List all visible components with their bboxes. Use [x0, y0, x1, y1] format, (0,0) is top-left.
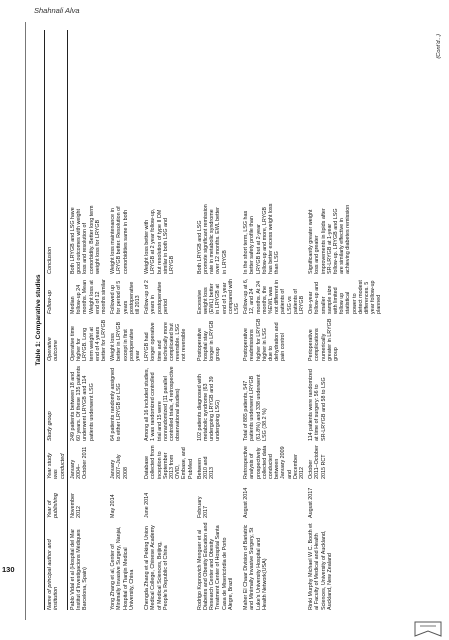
table-cell: Pablo Vidal et al (Hospital del Mar Institut d’Investigacions Mèdiques Barcelona, Spain)	[69, 528, 89, 610]
table-cell: Follow‑up of 2 years in postoperative period	[144, 280, 169, 314]
table-cell: 64 patients randomly assigned to either LRYGB or LSG	[110, 367, 123, 441]
table-cell: Median follow‑up 24 months. Mean Weight loss at end of 12 months similar	[69, 279, 107, 314]
table-row	[68, 30, 108, 610]
table-cell: Rinki Murphy Michael W C. Booth et al Faculty of Medical and Health Sciences, University of Auckland, Auckland, New Zealand	[308, 523, 333, 610]
table-cell: Operative time higher for LRYGB. Long term weight at end of 4 years better for LRYGB	[69, 319, 107, 361]
table-cell: May 2014	[110, 494, 117, 518]
table-header-row	[44, 30, 68, 610]
table-cell: Database collected from inception to September 2013 from OVID, Embase, and PubMed	[144, 445, 194, 479]
column-header: Year study was conducted	[47, 453, 66, 479]
table-cell: Yong Zhang et al, Center of Minimally Invasive Surgery, Nanjai, Hospital of Tianjin Medical University, China	[110, 526, 135, 610]
table-cell: Postoperative readmissions higher for LRYGB higher in LSG due to dehydration and pain control	[243, 318, 287, 361]
table-row	[241, 30, 306, 610]
table-cell: LRYGB had longer operative time and technically more complicated but reversible. LSG not reversible	[144, 322, 188, 361]
table-cell: Rodrigo Kopnovich Menguer et al Diabetes and Obesity Education and Research Center and Obesity Treatment Center of Hospital Santa Casa de Misericórdia de Porto Alegre, Brazil	[196, 522, 234, 610]
table-cell: June 2014	[144, 492, 151, 518]
column-header: Study group	[47, 411, 53, 441]
page-number: 130	[2, 565, 15, 574]
rotated-table	[34, 30, 442, 610]
bookmark-icon	[411, 620, 445, 640]
column-header: Name of principal author and institution	[47, 539, 60, 610]
table-cell: January 2004–October 2011	[69, 446, 89, 479]
table-cell: Significantly greater weight loss and greater improvements in lipids after SR‑LRYGB at 1‑year follow‑up. LRYGB and LSG are similarly effective in achieving diabetes remission	[308, 204, 352, 274]
table-cell: February 2017	[196, 496, 209, 518]
page-footer	[0, 620, 449, 640]
table-title: Table 1: Comparative studies	[35, 274, 42, 366]
table-cell: One‑year follow‑up and smaller sample size with limited follow up statistical power to detect modest differences. 5 year follow‑up planned	[308, 280, 383, 314]
table-cell: 102 patients diagnosed with metabolic syndrome (63 undergoing LRYGB and 39 undergoing LSG)	[196, 374, 222, 441]
column-header: Operative outcome	[47, 337, 60, 361]
table-cell: October 2011–October 2015 RCT	[308, 445, 327, 479]
table-cell: 249 patients between 18 and 60 years. Of these 135 patients underwent LRYGB and 114 patients underwent LSG	[69, 366, 95, 441]
column-header: Year of publishing	[47, 493, 60, 518]
table-cell: August 2017	[308, 487, 315, 518]
table-cell: Followed up for period of 5 years postoperative till 2013	[110, 280, 141, 314]
table-cell: January 2007–July 2008	[110, 454, 129, 479]
table-cell: Weight loss better with LRYGB at 2 year follow‑up, but resolution of type II DM similar in both LSG and LRYGB	[144, 208, 175, 274]
table-cell: Weight loss maintenance in LRYGB better. Resolution of comorbidities same in both	[110, 206, 129, 274]
table-cell: November 2012	[69, 493, 83, 518]
table-cell: Among all 16 included studies, 1 was randomized controlled trial and 15 were nonrandomized (11 parallel controlled trials, 4 retrospective observational studies)	[144, 366, 182, 441]
table-cell: Perioperative complications numerically greater in LRYGB group	[308, 318, 340, 361]
continued-note: (Cont’d...)	[436, 34, 442, 59]
table-cell: Maher El Chaar Division of Bariatric and Minimally Invasive Surgery, St Luke’s University Hospital and Health Network(USA)	[243, 524, 268, 610]
column-header: Conclusion	[47, 246, 53, 274]
table-cell: In the short term, LSG has better safety profile than LRYGB but at 2‑year follow‑up and more, LRYGB has better excess weight loss than LSG	[243, 203, 281, 274]
running-header: Shahnali Alva	[34, 6, 80, 15]
column-header: Follow‑up	[47, 290, 53, 314]
table-row	[142, 30, 195, 610]
margin-rule	[25, 22, 26, 638]
table-cell: Both LRYGB and LSG promote significant remission rate in metabolic syndrome over 12 months. EWL better in LRYGB	[196, 204, 228, 274]
table-cell: Chengda Zhang et al Peking Union Medical College, Chinese Academy of Medical Sciences, Beijing, People’s Republic of China	[144, 525, 169, 610]
table-cell: 114 patients were randomized at time of surgery: 56 to SR‑LRYGB and 58 to LSG	[308, 369, 327, 441]
table-cell: Total of 885 patients, 547 patients underwent LRYGB (61.8%) and 338 underwent LSG (38.2 %)	[243, 374, 268, 441]
table-cell: Follow‑up at 6, 12, and 24 months. At 24 months, the %EWL was not different in patients of LSG vs patients of LRYGB	[243, 278, 305, 314]
table-row	[108, 30, 142, 610]
table-cell: August 2014	[243, 487, 250, 518]
table-cell: Both LRYGB and LSG have good outcomes with weight loss and resolution of comorbidity. Better long term weight loss for LRYGB	[69, 205, 101, 274]
table-cell: Between 2010 and 2013	[196, 456, 216, 479]
table-cell: Retrospective analysis of prospectively collected data conducted between January 2009 and December 2012	[243, 445, 305, 479]
table-cell: Weight loss better in LRYGB except in first postoperative year	[110, 321, 141, 361]
table-row	[195, 30, 241, 610]
table-cell: Postoperative hospital stay longer in LRYGB group	[196, 320, 222, 361]
table-row	[306, 30, 383, 610]
table-cell: Excessive weight loss (EWL) better in LRYGB at end of 1 year compared with LSG	[196, 278, 240, 314]
